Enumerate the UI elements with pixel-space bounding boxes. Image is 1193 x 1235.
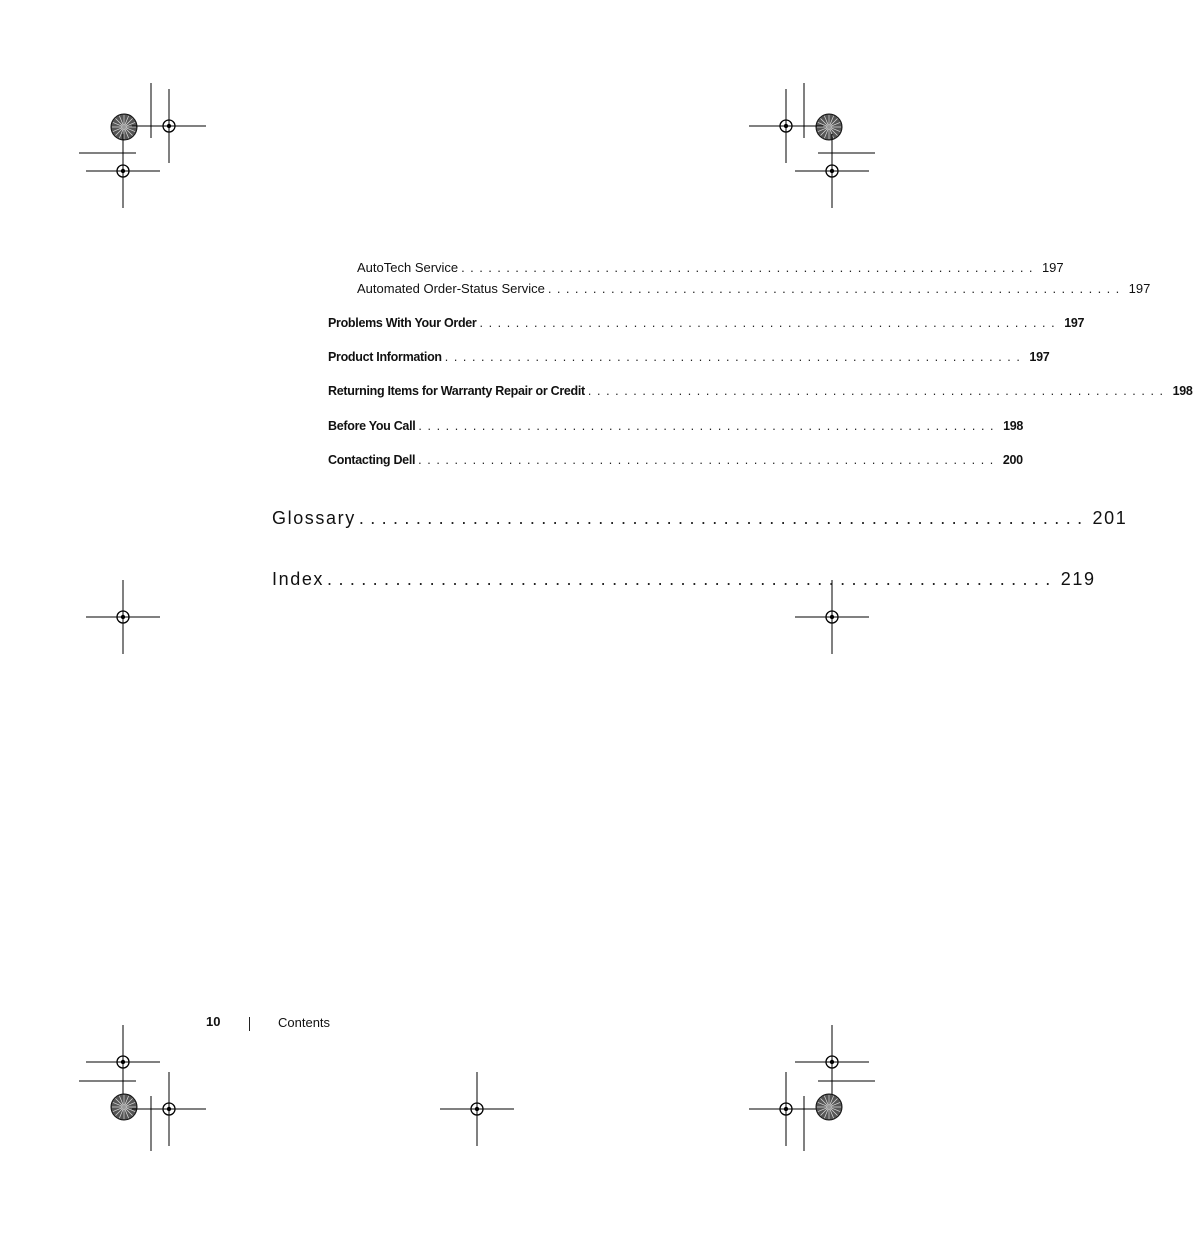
registration-mark <box>795 580 869 654</box>
toc-entry-product-information[interactable] <box>328 350 1050 364</box>
toc-entry-contacting-dell[interactable] <box>328 453 1023 467</box>
running-footer-title: Contents <box>278 1015 331 1030</box>
registration-mark <box>749 1072 823 1146</box>
toc-entry-returning-items[interactable] <box>328 384 1193 398</box>
toc-entry-label: Before You Call <box>328 419 416 433</box>
registration-mark <box>795 1025 869 1099</box>
toc-entry-label: Returning Items for Warranty Repair or Credit <box>328 384 585 398</box>
toc-entry-label: Product Information <box>328 350 442 364</box>
toc-entry-page: 201 <box>1092 508 1128 528</box>
dot-leader: ................................................................ <box>461 260 1038 275</box>
toc-entry-label: AutoTech Service <box>357 260 459 275</box>
dot-leader: ................................................................ <box>547 281 1125 296</box>
registration-mark <box>86 1025 160 1099</box>
registration-mark <box>795 134 869 208</box>
sunburst-mark-top-right <box>816 114 842 140</box>
toc-entry-automated-order-status-service[interactable] <box>357 281 1151 296</box>
dot-leader: ................................................................ <box>418 419 1000 433</box>
registration-mark <box>440 1072 514 1146</box>
page-number: 10 <box>206 1014 221 1029</box>
registration-mark <box>132 1072 206 1146</box>
dot-leader: ................................................................ <box>479 316 1061 330</box>
registration-mark <box>86 134 160 208</box>
toc-entry-page: 197 <box>1064 316 1085 330</box>
toc-entry-label: Glossary <box>272 508 356 528</box>
dot-leader: ................................................................ <box>358 508 1089 528</box>
toc-entry-label: Contacting Dell <box>328 453 416 467</box>
toc-entry-glossary[interactable] <box>272 508 1128 529</box>
dot-leader: ................................................................ <box>418 453 999 467</box>
sunburst-mark-bottom-right <box>816 1094 842 1120</box>
toc-entry-label: Problems With Your Order <box>328 316 477 330</box>
toc-entry-page: 197 <box>1041 260 1064 275</box>
toc-entry-page: 198 <box>1172 384 1193 398</box>
toc-entry-page: 197 <box>1128 281 1151 296</box>
footer-divider <box>249 1017 250 1031</box>
toc-entry-page: 197 <box>1029 350 1050 364</box>
toc-entry-problems-with-your-order[interactable] <box>328 316 1085 330</box>
dot-leader: ................................................................ <box>327 569 1057 589</box>
toc-entry-before-you-call[interactable] <box>328 419 1024 433</box>
toc-entry-autotech-service[interactable] <box>357 260 1064 275</box>
sunburst-mark-top-left <box>111 114 137 140</box>
dot-leader: ................................................................ <box>587 384 1169 398</box>
registration-mark <box>132 89 206 163</box>
toc-entry-label: Index <box>272 569 325 589</box>
dot-leader: ................................................................ <box>444 350 1026 364</box>
registration-mark <box>749 89 823 163</box>
sunburst-mark-bottom-left <box>111 1094 137 1120</box>
toc-entry-index[interactable] <box>272 569 1096 590</box>
toc-entry-page: 198 <box>1003 419 1024 433</box>
registration-mark <box>86 580 160 654</box>
toc-entry-page: 219 <box>1060 569 1096 589</box>
toc-entry-label: Automated Order-Status Service <box>357 281 545 296</box>
toc-entry-page: 200 <box>1002 453 1023 467</box>
